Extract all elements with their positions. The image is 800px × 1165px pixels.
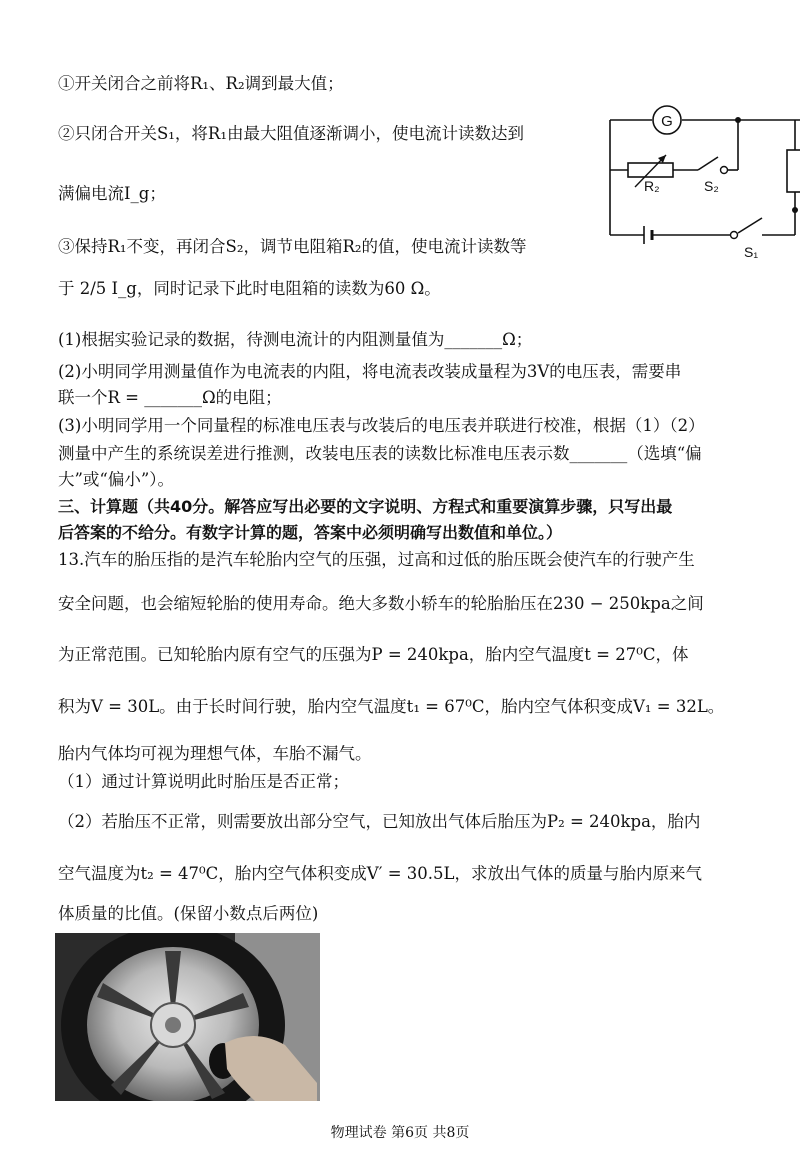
step-1 bbox=[58, 70, 344, 94]
step-2 bbox=[58, 120, 524, 144]
p13-line-4-text: 积为V = 30L。由于长时间行驶，胎内空气温度t₁ = 67⁰C，胎内空气体积变成V₁ = 32L。 bbox=[58, 697, 725, 716]
step-3-cont bbox=[58, 275, 441, 299]
section-3-header-1-text: 三、计算题（共40分。解答应写出必要的文字说明、方程式和重要演算步骤，只写出最 bbox=[58, 497, 673, 516]
p13-line-4 bbox=[58, 693, 724, 717]
step-3b-text: 于 2/5 I_g，同时记录下此时电阻箱的读数为60 Ω。 bbox=[58, 279, 441, 298]
switch-s2-blade bbox=[698, 157, 718, 170]
question-2b bbox=[58, 384, 282, 408]
p13-line-9-text: 体质量的比值。(保留小数点后两位) bbox=[58, 904, 319, 923]
question-3c-text: 大”或“偏小”）。 bbox=[58, 470, 175, 489]
question-2b-text: 联一个R = _______Ω的电阻； bbox=[58, 388, 282, 407]
page-footer: 物理试卷 第6页 共8页 bbox=[330, 1125, 470, 1141]
question-1 bbox=[58, 326, 532, 350]
question-3c bbox=[58, 466, 174, 490]
r2-label: R₂ bbox=[644, 178, 660, 194]
s1-label: S₁ bbox=[744, 244, 759, 260]
question-3b-text: 测量中产生的系统误差进行推测，改装电压表的读数比标准电压表示数_______（选填“偏 bbox=[58, 444, 702, 463]
step-3 bbox=[58, 233, 527, 257]
switch-s2-contact bbox=[721, 167, 728, 174]
p13-line-5-text: 胎内气体均可视为理想气体，车胎不漏气。 bbox=[58, 744, 372, 763]
resistor-r1 bbox=[787, 150, 800, 192]
circuit-diagram bbox=[600, 95, 800, 265]
question-2a bbox=[58, 358, 681, 382]
p13-line-5 bbox=[58, 740, 372, 764]
section-3-header-2-text: 后答案的不给分。有数字计算的题，答案中必须明确写出数值和单位。） bbox=[58, 523, 563, 542]
step-2-text: ②只闭合开关S₁，将R₁由最大阻值逐渐调小，使电流计读数达到 bbox=[58, 124, 524, 143]
p13-line-6-text: （1）通过计算说明此时胎压是否正常； bbox=[58, 772, 349, 791]
section-3-header-1 bbox=[58, 494, 672, 517]
p13-line-8 bbox=[58, 860, 702, 884]
p13-line-8-text: 空气温度为t₂ = 47⁰C，胎内空气体积变成V′ = 30.5L，求放出气体的质量与胎内原来气 bbox=[58, 864, 702, 883]
p13-line-3-text: 为正常范围。已知轮胎内原有空气的压强为P = 240kpa，胎内空气温度t = 27⁰C，体 bbox=[58, 645, 689, 664]
galvanometer-label: G bbox=[661, 113, 673, 130]
tire-pressure-photo bbox=[55, 933, 320, 1101]
p13-line-6 bbox=[58, 768, 349, 792]
s2-label: S₂ bbox=[704, 178, 719, 194]
p13-line-2 bbox=[58, 590, 704, 614]
p13-line-3 bbox=[58, 641, 689, 665]
p13-line-1-text: 13.汽车的胎压指的是汽车轮胎内空气的压强，过高和过低的胎压既会使汽车的行驶产生 bbox=[58, 550, 695, 569]
p13-line-2-text: 安全问题，也会缩短轮胎的使用寿命。绝大多数小轿车的轮胎胎压在230 − 250kpa之间 bbox=[58, 594, 704, 613]
question-3a-text: (3)小明同学用一个同量程的标准电压表与改装后的电压表并联进行校准，根据（1）（2） bbox=[58, 416, 705, 435]
p13-line-7-text: （2）若胎压不正常，则需要放出部分空气，已知放出气体后胎压为P₂ = 240kpa，胎内 bbox=[58, 812, 701, 831]
switch-s1-contact bbox=[731, 232, 738, 239]
junction-dot-right bbox=[792, 207, 798, 213]
question-2a-text: (2)小明同学用测量值作为电流表的内阻，将电流表改装成量程为3V的电压表，需要串 bbox=[58, 362, 682, 381]
p13-line-7 bbox=[58, 808, 700, 832]
question-1-text: (1)根据实验记录的数据，待测电流计的内阻测量值为_______Ω； bbox=[58, 330, 533, 349]
junction-dot bbox=[735, 117, 741, 123]
p13-line-9 bbox=[58, 900, 318, 924]
step-2-cont bbox=[58, 180, 166, 204]
section-3-header-2 bbox=[58, 520, 562, 543]
step-1-text: ①开关闭合之前将R₁、R₂调到最大值； bbox=[58, 74, 344, 93]
question-3a bbox=[58, 412, 705, 436]
switch-s1-blade bbox=[738, 218, 762, 233]
step-3-text: ③保持R₁不变，再闭合S₂，调节电阻箱R₂的值，使电流计读数等 bbox=[58, 237, 527, 256]
question-3b bbox=[58, 440, 702, 464]
p13-line-1 bbox=[58, 546, 695, 570]
step-2b-text: 满偏电流I_g； bbox=[58, 184, 166, 203]
